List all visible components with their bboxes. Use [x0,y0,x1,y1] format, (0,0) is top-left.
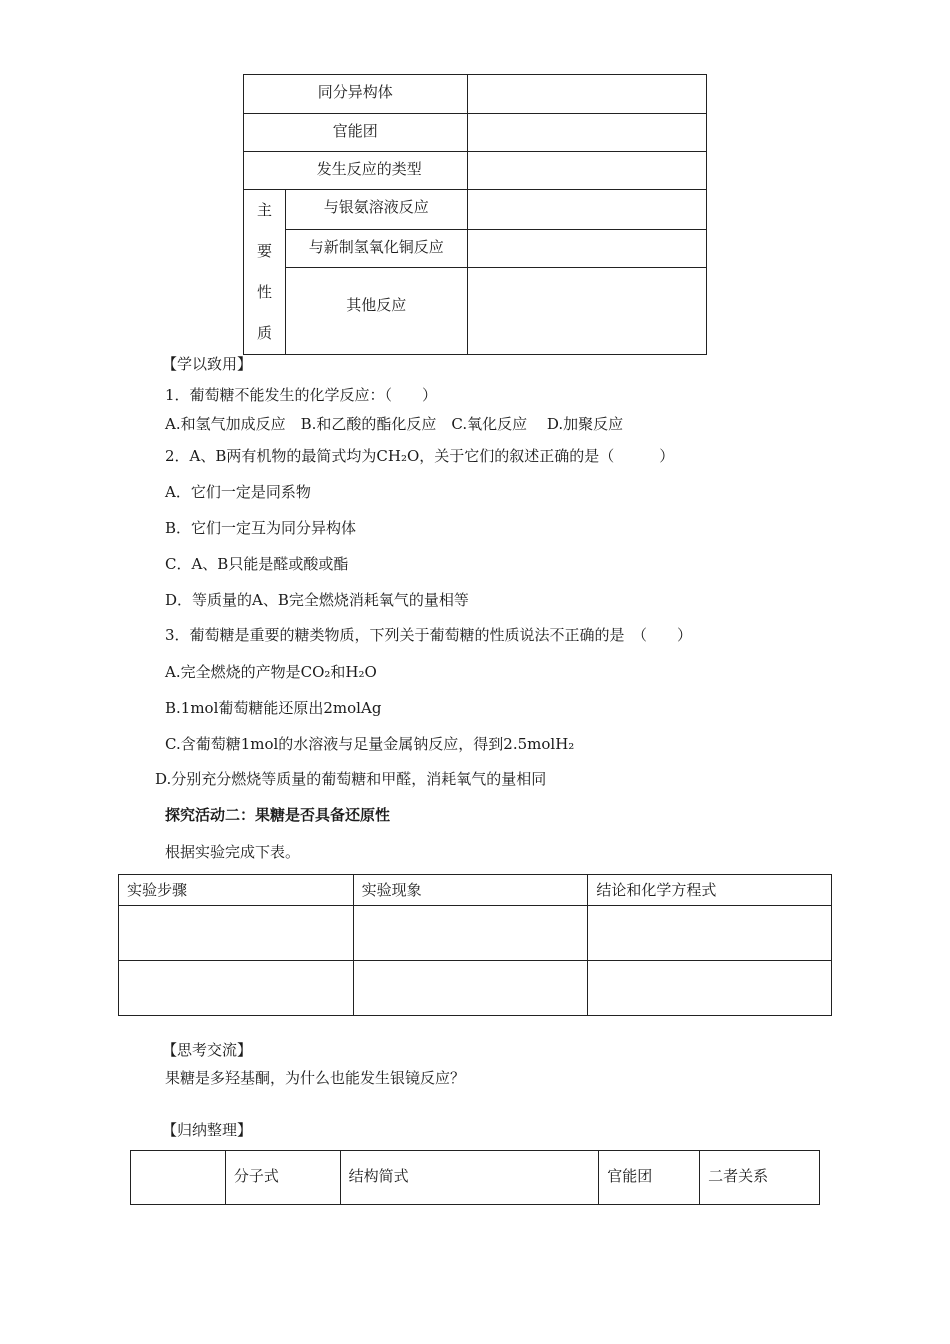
header-experiment-steps: 实验步骤 [119,875,354,906]
experiment-cell [119,906,354,961]
question-3-option-a: A.完全燃烧的产物是CO₂和H₂O [165,663,377,681]
sub-row-label-silver-ammonia: 与银氨溶液反应 [285,190,467,230]
row-label-functional-group: 官能团 [244,114,468,152]
question-3-option-c: C.含葡萄糖1mol的水溶液与足量金属钠反应，得到2.5molH₂ [165,735,575,753]
think-question: 果糖是多羟基酮，为什么也能发生银镜反应？ [165,1069,466,1087]
sub-row-value-copper-hydroxide [467,229,706,268]
question-2-option-a: A．它们一定是同系物 [165,483,311,501]
question-1-options: A.和氢气加成反应 B.和乙酸的酯化反应 C.氧化反应 D.加聚反应 [165,415,624,433]
summary-header-functional-group: 官能团 [599,1151,700,1205]
section-title-apply: 【学以致用】 [162,355,253,373]
question-3-option-b: B.1mol葡萄糖能还原出2molAg [165,699,382,717]
sub-row-label-other-reactions: 其他反应 [285,268,467,355]
main-properties-group-label: 主 要 性 质 [244,190,286,355]
row-value-functional-group [467,114,706,152]
question-2-option-d: D．等质量的A、B完全燃烧消耗氧气的量相等 [165,591,469,609]
summary-table [130,1150,820,1205]
sub-row-value-silver-ammonia [467,190,706,230]
properties-table [243,74,707,355]
header-conclusion-equation: 结论和化学方程式 [588,875,832,906]
question-2-stem: 2．A、B两有机物的最简式均为CH₂O，关于它们的叙述正确的是（ ） [165,447,675,465]
question-1-stem: 1．葡萄糖不能发生的化学反应：（ ） [165,386,438,404]
row-value-reaction-type [467,152,706,190]
row-value-isomer [467,75,706,114]
experiment-table [118,874,832,1016]
row-label-isomer: 同分异构体 [244,75,468,114]
row-label-reaction-type: 发生反应的类型 [244,152,468,190]
question-2-option-c: C．A、B只能是醛或酸或酯 [165,555,349,573]
section-title-summary: 【归纳整理】 [162,1121,253,1139]
summary-header-molecular-formula: 分子式 [225,1151,340,1205]
experiment-cell [353,961,588,1016]
activity-2-title: 探究活动二：果糖是否具备还原性 [165,806,391,824]
question-3-option-d: D.分别充分燃烧等质量的葡萄糖和甲醛，消耗氧气的量相同 [155,770,547,788]
summary-header-blank [131,1151,226,1205]
experiment-cell [588,906,832,961]
question-2-option-b: B．它们一定互为同分异构体 [165,519,357,537]
sub-row-value-other-reactions [467,268,706,355]
header-experiment-phenomena: 实验现象 [353,875,588,906]
sub-row-label-copper-hydroxide: 与新制氢氧化铜反应 [285,229,467,268]
activity-2-instruction: 根据实验完成下表。 [165,843,301,861]
section-title-think: 【思考交流】 [162,1041,253,1059]
summary-header-structural-formula: 结构简式 [340,1151,599,1205]
question-3-stem: 3．葡萄糖是重要的糖类物质，下列关于葡萄糖的性质说法不正确的是 （ ） [165,626,693,644]
summary-header-relationship: 二者关系 [700,1151,820,1205]
experiment-cell [119,961,354,1016]
experiment-cell [353,906,588,961]
experiment-cell [588,961,832,1016]
